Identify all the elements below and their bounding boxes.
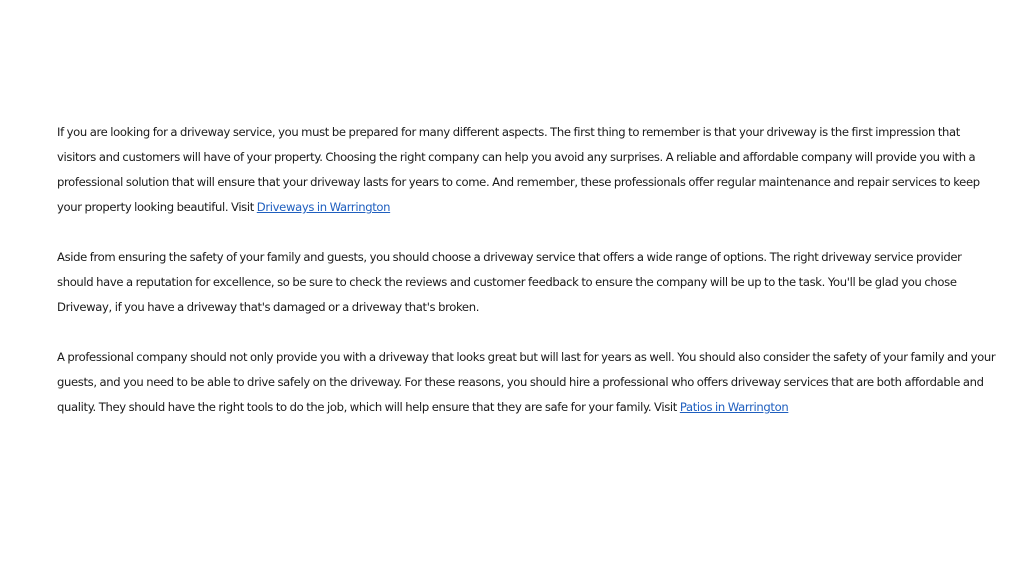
paragraph-1: [57, 120, 997, 220]
paragraph-3: [57, 345, 997, 420]
paragraph-1-text: If you are looking for a driveway service, you must be prepared for many different aspects. The first thing to remember is that your driveway is the first impression that visitors and customers will have of your property. Choosing the right company can help you avoid any surprises. A reliable and affordable company will provide you with a professional solution that will ensure that your driveway lasts for years to come. And remember, these professionals offer regular maintenance and repair services to keep your property looking beautiful. Visit: [57, 125, 980, 214]
paragraph-2-text: Aside from ensuring the safety of your family and guests, you should choose a driveway service that offers a wide range of options. The right driveway service provider should have a reputation for excellence, so be sure to check the reviews and customer feedback to ensure the company will be up to the task. You'll be glad you chose Driveway, if you have a driveway that's damaged or a driveway that's broken.: [57, 250, 962, 314]
paragraph-2: [57, 245, 997, 320]
patios-in-warrington-link[interactable]: Patios in Warrington: [679, 400, 789, 414]
driveways-in-warrington-link[interactable]: Driveways in Warrington: [256, 200, 391, 214]
paragraph-3-text: A professional company should not only provide you with a driveway that looks great but will last for years as well. You should also consider the safety of your family and your guests, and you need to be able to drive safely on the driveway. For these reasons, you should hire a professional who offers driveway services that are both affordable and quality. They should have the right tools to do the job, which will help ensure that they are safe for your family. Visit: [57, 350, 996, 414]
article-body: [57, 120, 997, 445]
